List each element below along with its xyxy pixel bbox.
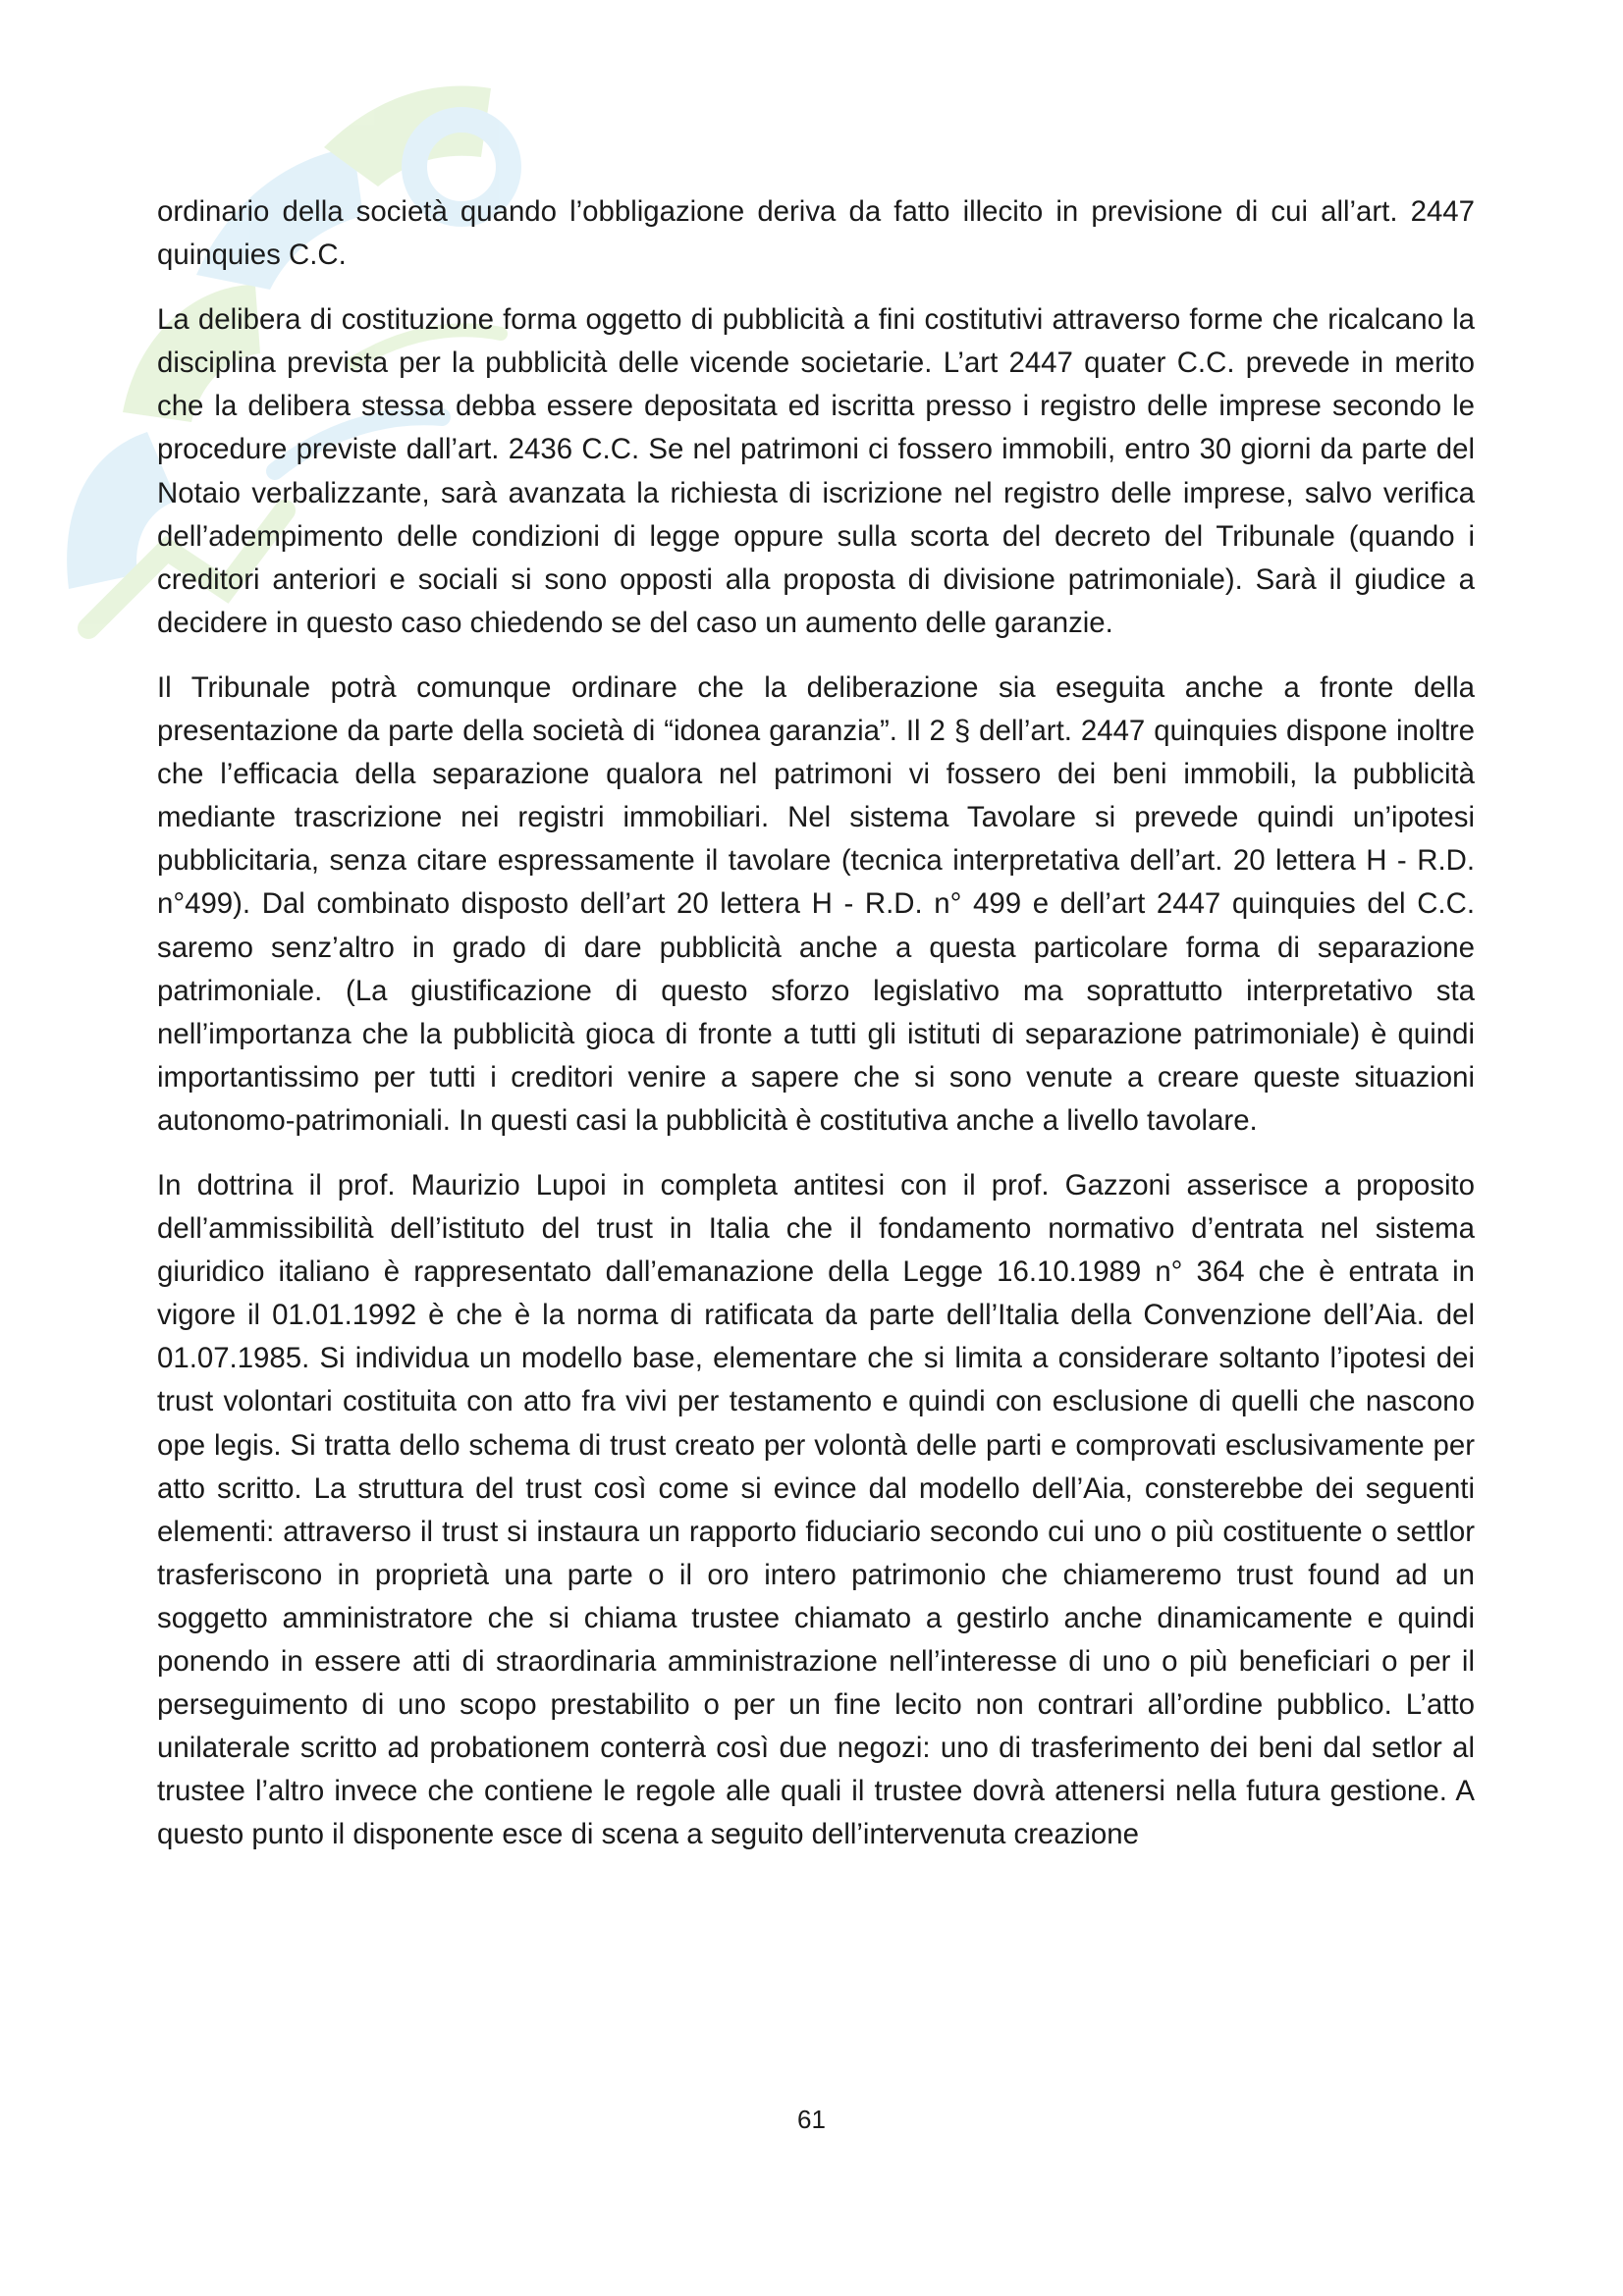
paragraph-4: In dottrina il prof. Maurizio Lupoi in completa antitesi con il prof. Gazzoni asserisce a proposito dell’ammissibilità dell’istituto del trust in Italia che il fondamento normativo d’entrata nel sistema giuridico italiano è rappresentato dall’emanazione della Legge 16.10.1989 n° 364 che è entrata in vigore il 01.01.1992 è che è la norma di ratificata da parte dell’Italia della Convenzione dell’Aia. del 01.07.1985. Si individua un modello base, elementare che si limita a considerare soltanto l’ipotesi dei trust volontari costituita con atto fra vivi per testamento e quindi con esclusione di quelli che nascono ope legis. Si tratta dello schema di trust creato per volontà delle parti e comprovati esclusivamente per atto scritto. La struttura del trust così come si evince dal modello dell’Aia, consterebbe dei seguenti elementi: attraverso il trust si instaura un rapporto fiduciario secondo cui uno o più costituente o settlor trasferiscono in proprietà una parte o il oro intero patrimonio che chiameremo trust found ad un soggetto amministratore che si chiama trustee chiamato a gestirlo anche dinamicamente e quindi ponendo in essere atti di straordinaria amministrazione nell’interesse di uno o più beneficiari o per il perseguimento di uno scopo prestabilito o per un fine lecito non contrari all’ordine pubblico. L’atto unilaterale scritto ad probationem conterrà così due negozi: uno di trasferimento dei beni dal setlor al trustee l’altro invece che contiene le regole alle quali il trustee dovrà attenersi nella futura gestione. A questo punto il disponente esce di scena a seguito dell’intervenuta creazione bbox=[157, 1168, 1475, 1851]
paragraph-3: Il Tribunale potrà comunque ordinare che la deliberazione sia eseguita anche a fronte della presentazione da parte della società di “idonea garanzia”. Il 2 § dell’art. 2447 quinquies dispone inoltre che l’efficacia della separazione qualora nel patrimoni vi fossero dei beni immobili, la pubblicità mediante trascrizione nei registri immobiliari. Nel sistema Tavolare si prevede quindi un’ipotesi pubblicitaria, senza citare espressamente il tavolare (tecnica interpretativa dell’art. 20 lettera H - R.D. n°499). Dal combinato disposto dell’art 20 lettera H - R.D. n° 499 e dell’art 2447 quinquies del C.C. saremo senz’altro in grado di dare pubblicità anche a questa particolare forma di separazione patrimoniale. (La giustificazione di questo sforzo legislativo ma soprattutto interpretativo sta nell’importanza che la pubblicità gioca di fronte a tutti gli istituti di separazione patrimoniale) è quindi importantissimo per tutti i creditori venire a sapere che si sono venute a creare queste situazioni autonomo-patrimoniali. In questi casi la pubblicità è costitutiva anche a livello tavolare. bbox=[157, 670, 1475, 1137]
document-body bbox=[157, 190, 1475, 1878]
paragraph-1: ordinario della società quando l’obbligazione deriva da fatto illecito in previsione di cui all’art. 2447 quinquies C.C. bbox=[157, 195, 1475, 272]
paragraph-2: La delibera di costituzione forma oggetto di pubblicità a fini costitutivi attraverso forme che ricalcano la disciplina prevista per la pubblicità delle vicende societarie. L’art 2447 quater C.C. prevede in merito che la delibera stessa debba essere depositata ed iscritta presso i registro delle imprese secondo le procedure previste dall’art. 2436 C.C. Se nel patrimoni ci fossero immobili, entro 30 giorni da parte del Notaio verbalizzante, sarà avanzata la richiesta di iscrizione nel registro delle imprese, salvo verifica dell’adempimento delle condizioni di legge oppure sulla scorta del decreto del Tribunale (quando i creditori anteriori e sociali si sono opposti alla proposta di divisione patrimoniale). Sarà il giudice a decidere in questo caso chiedendo se del caso un aumento delle garanzie. bbox=[157, 303, 1475, 639]
page-number: 61 bbox=[797, 2105, 826, 2134]
